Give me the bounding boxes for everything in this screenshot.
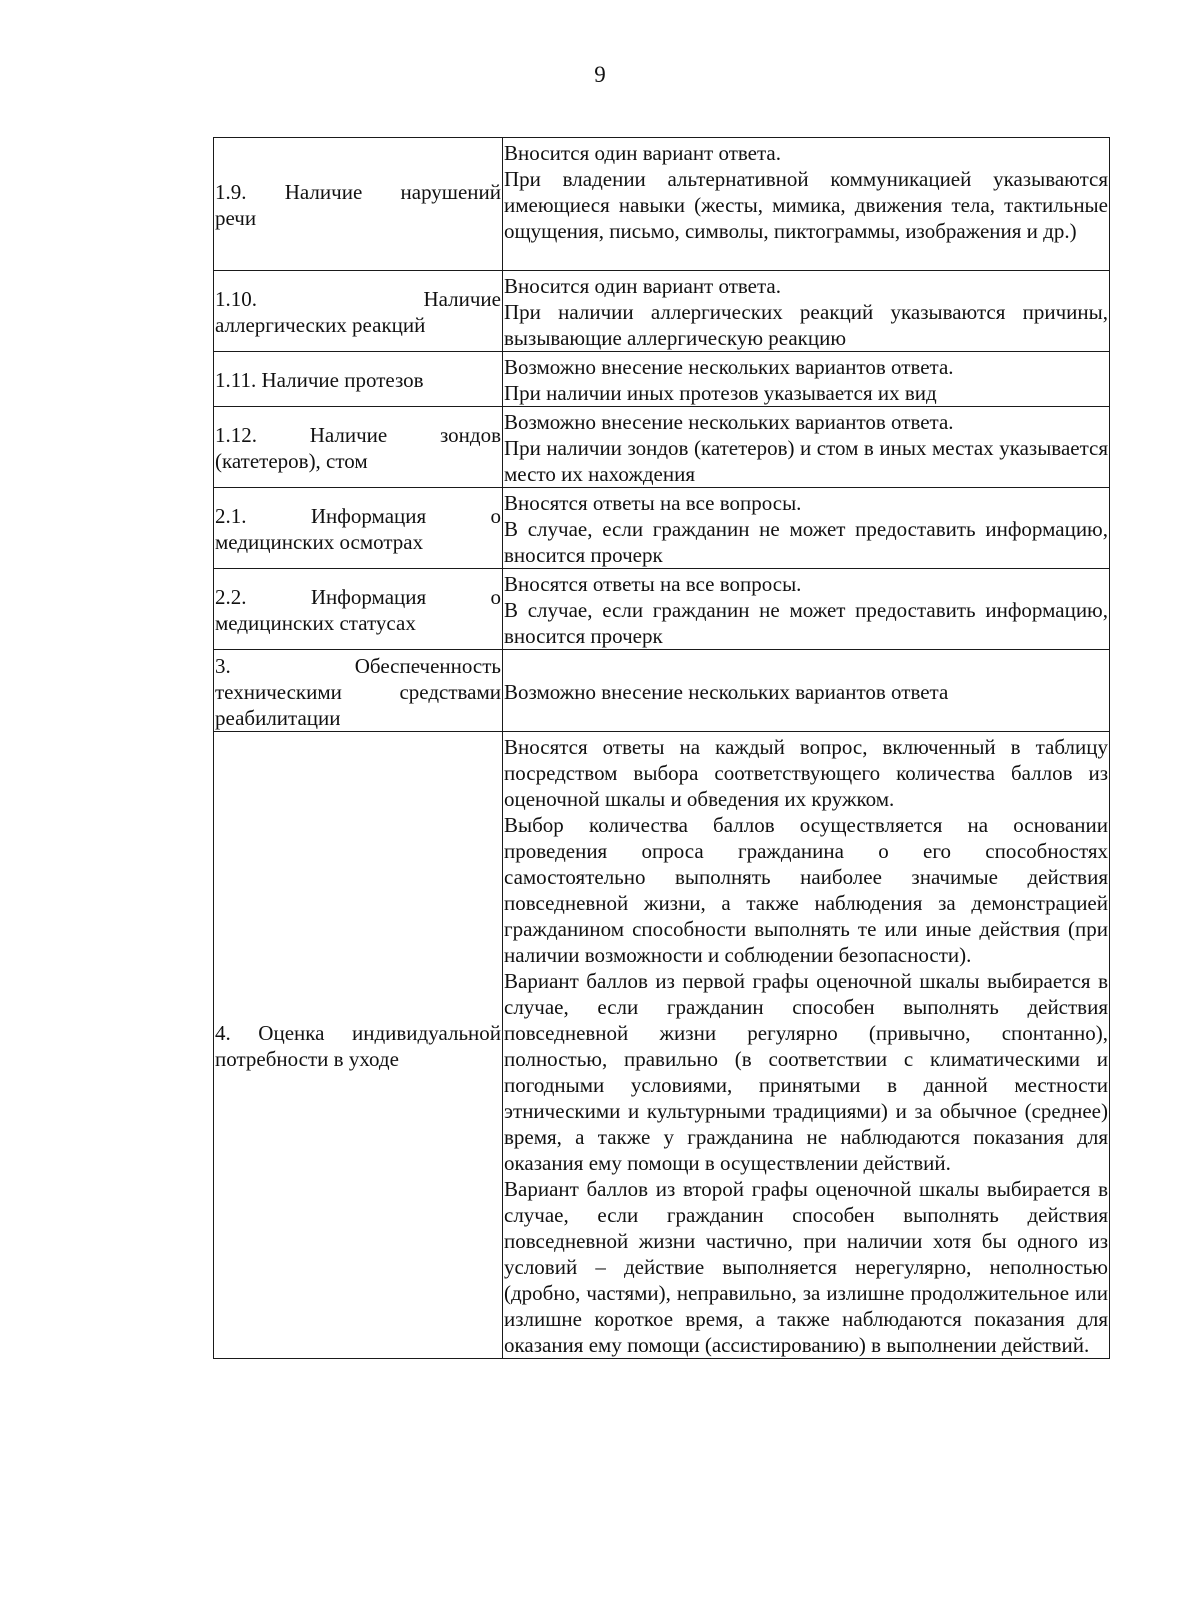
table-row (214, 488, 1110, 569)
field-name-line: аллергических реакций (215, 313, 426, 337)
description-paragraph: Выбор количества баллов осуществляется на основании проведения опроса гражданина о его способностях самостоятельно выполнять наиболее значимые действия повседневной жизни, а также наблюдения за демонстрацией гражданином способности выполнять те или иные действия (при наличии возможности и соблюдении безопасности). (504, 813, 1108, 967)
page-number: 9 (594, 62, 606, 87)
field-name-line: медицинских осмотрах (215, 530, 424, 554)
field-name-line: медицинских статусах (215, 611, 416, 635)
table-row (214, 352, 1110, 407)
field-description-cell (503, 650, 1110, 732)
field-name-line: 2.2. Информация о (215, 585, 501, 609)
description-paragraph: Вносятся ответы на все вопросы. (504, 572, 802, 596)
instructions-table (213, 137, 1110, 1359)
field-name-cell (214, 352, 503, 407)
description-paragraph: Вариант баллов из второй графы оценочной шкалы выбирается в случае, если гражданин способен выполнять действия повседневной жизни частично, при наличии хотя бы одного из условий – действие выполняется нерегулярно, неполностью (дробно, частями), неправильно, за излишне продолжительное или излишне короткое время, а также наблюдаются показания для оказания ему помощи (ассистированию) в выполнении действий. (504, 1177, 1108, 1357)
description-paragraph: В случае, если гражданин не может предоставить информацию, вносится прочерк (504, 517, 1108, 567)
field-name-cell (214, 569, 503, 650)
description-paragraph: При наличии зондов (катетеров) и стом в иных местах указывается место их нахождения (504, 436, 1108, 486)
field-name-line: техническими средствами (215, 679, 501, 704)
description-paragraph: При владении альтернативной коммуникацией указываются имеющиеся навыки (жесты, мимика, движения тела, тактильные ощущения, письмо, символы, пиктограммы, изображения и др.) (504, 167, 1108, 243)
description-paragraph: В случае, если гражданин не может предоставить информацию, вносится прочерк (504, 598, 1108, 648)
table-row (214, 138, 1110, 271)
field-name-line: 1.11. Наличие протезов (215, 368, 424, 392)
field-name-cell (214, 732, 503, 1359)
field-name-line: реабилитации (215, 705, 341, 730)
description-paragraph: Вносится один вариант ответа. (504, 141, 781, 165)
description-paragraph: Возможно внесение нескольких вариантов ответа. (504, 355, 954, 379)
field-name-line: 2.1. Информация о (215, 504, 501, 528)
table-row (214, 732, 1110, 1359)
field-description-cell (503, 352, 1110, 407)
field-name-cell (214, 650, 503, 732)
field-name-line: 1.10. Наличие (215, 287, 501, 311)
field-name-line: речи (215, 206, 257, 230)
field-description-cell (503, 569, 1110, 650)
field-name-line: 1.9. Наличие нарушений (215, 180, 501, 204)
description-paragraph: Вариант баллов из первой графы оценочной шкалы выбирается в случае, если гражданин способен выполнять действия повседневной жизни регулярно (привычно, спонтанно), полностью, правильно (в соответствии с климатическими и погодными условиями, принятыми в данной местности этническими и культурными традициями) и за обычное (среднее) время, а также у гражданина не наблюдаются показания для оказания ему помощи в осуществлении действий. (504, 969, 1108, 1175)
description-paragraph: Вносится один вариант ответа. (504, 274, 781, 298)
description-paragraph: Возможно внесение нескольких вариантов ответа. (504, 410, 954, 434)
table-row (214, 650, 1110, 732)
description-paragraph: Вносятся ответы на все вопросы. (504, 491, 802, 515)
field-description-cell (503, 407, 1110, 488)
field-name-cell (214, 407, 503, 488)
field-name-cell (214, 488, 503, 569)
field-name-line: 4. Оценка индивидуальной (215, 1021, 501, 1045)
field-name-line: (катетеров), стом (215, 449, 368, 473)
field-description-cell (503, 488, 1110, 569)
description-paragraph: При наличии аллергических реакций указываются причины, вызывающие аллергическую реакцию (504, 300, 1108, 350)
field-name-cell (214, 138, 503, 271)
field-description-cell (503, 732, 1110, 1359)
field-description-cell (503, 138, 1110, 271)
description-paragraph: Возможно внесение нескольких вариантов ответа (504, 679, 949, 704)
table-row (214, 407, 1110, 488)
field-name-line: 3. Обеспеченность (215, 653, 501, 678)
table-row (214, 569, 1110, 650)
field-name-line: потребности в уходе (215, 1047, 399, 1071)
field-description-cell (503, 271, 1110, 352)
description-paragraph: Вносятся ответы на каждый вопрос, включенный в таблицу посредством выбора соответствующего количества баллов из оценочной шкалы и обведения их кружком. (504, 735, 1108, 811)
description-paragraph: При наличии иных протезов указывается их вид (504, 381, 937, 405)
table-row (214, 271, 1110, 352)
field-name-cell (214, 271, 503, 352)
field-name-line: 1.12. Наличие зондов (215, 423, 501, 447)
